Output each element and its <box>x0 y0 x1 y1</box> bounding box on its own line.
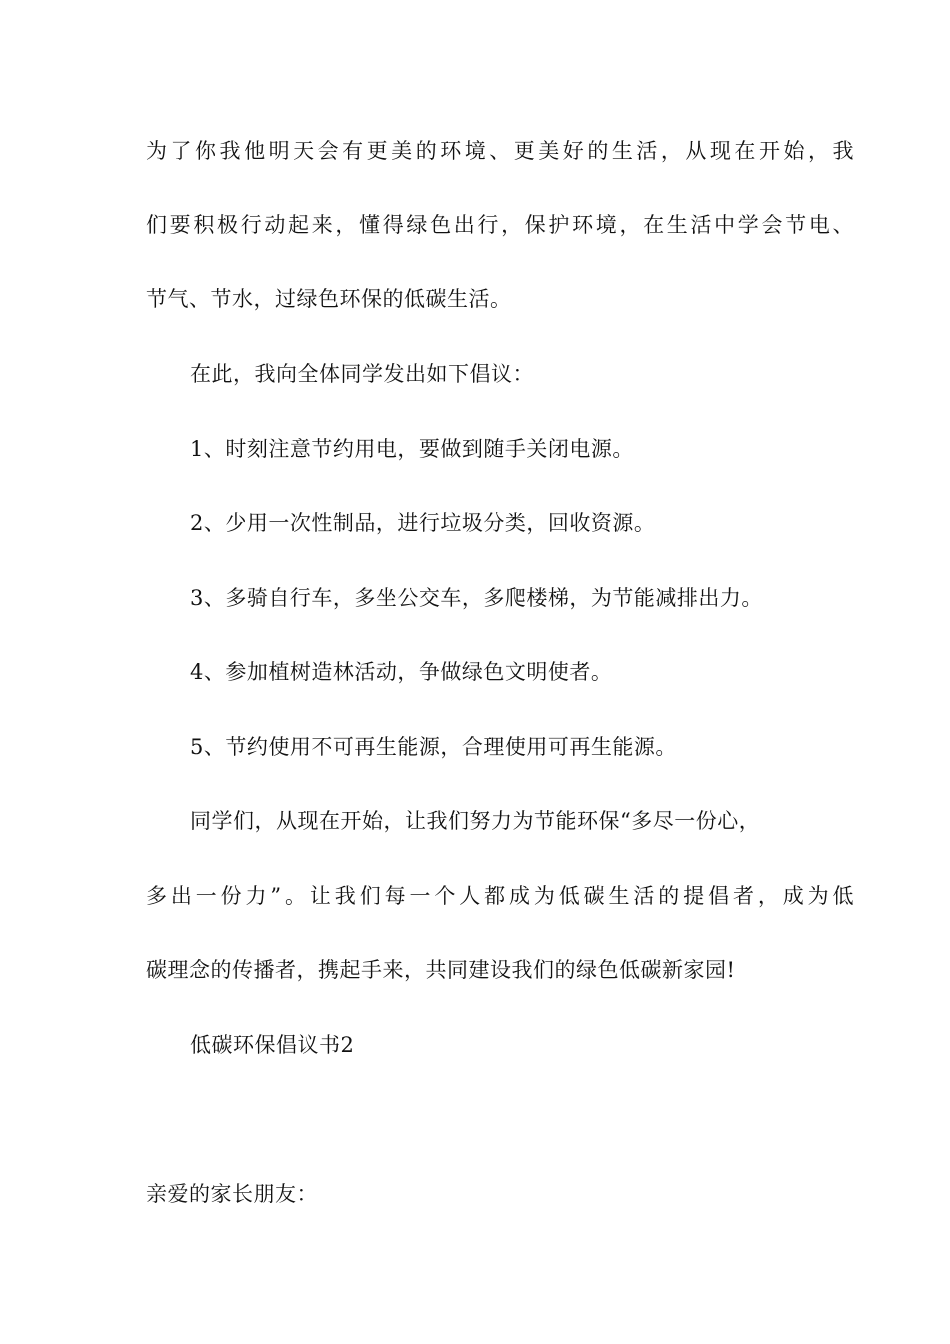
closing-line-1: 同学们，从现在开始，让我们努力为节能环保“多尽一份心， <box>190 809 761 833</box>
proposal-item-1: 1、时刻注意节约用电，要做到随手关闭电源。 <box>190 437 634 461</box>
proposal-item-4: 4、参加植树造林活动，争做绿色文明使者。 <box>190 660 613 684</box>
proposal-item-2: 2、少用一次性制品，进行垃圾分类，回收资源。 <box>190 511 656 535</box>
section-title: 低碳环保倡议书2 <box>190 1033 355 1057</box>
paragraph-line-1: 为了你我他明天会有更美的环境、更美好的生活，从现在开始，我 <box>146 139 854 163</box>
paragraph-line-2: 们要积极行动起来，懂得绿色出行，保护环境，在生活中学会节电、 <box>146 213 854 237</box>
paragraph-line-3: 节气、节水，过绿色环保的低碳生活。 <box>146 287 512 311</box>
closing-line-2: 多出一份力”。让我们每一个人都成为低碳生活的提倡者，成为低 <box>146 884 854 908</box>
salutation: 亲爱的家长朋友： <box>146 1182 318 1206</box>
closing-line-3: 碳理念的传播者，携起手来，共同建设我们的绿色低碳新家园! <box>146 958 736 982</box>
proposal-intro: 在此，我向全体同学发出如下倡议： <box>190 362 534 386</box>
proposal-item-3: 3、多骑自行车，多坐公交车，多爬楼梯，为节能减排出力。 <box>190 586 763 610</box>
proposal-item-5: 5、节约使用不可再生能源，合理使用可再生能源。 <box>190 735 677 759</box>
